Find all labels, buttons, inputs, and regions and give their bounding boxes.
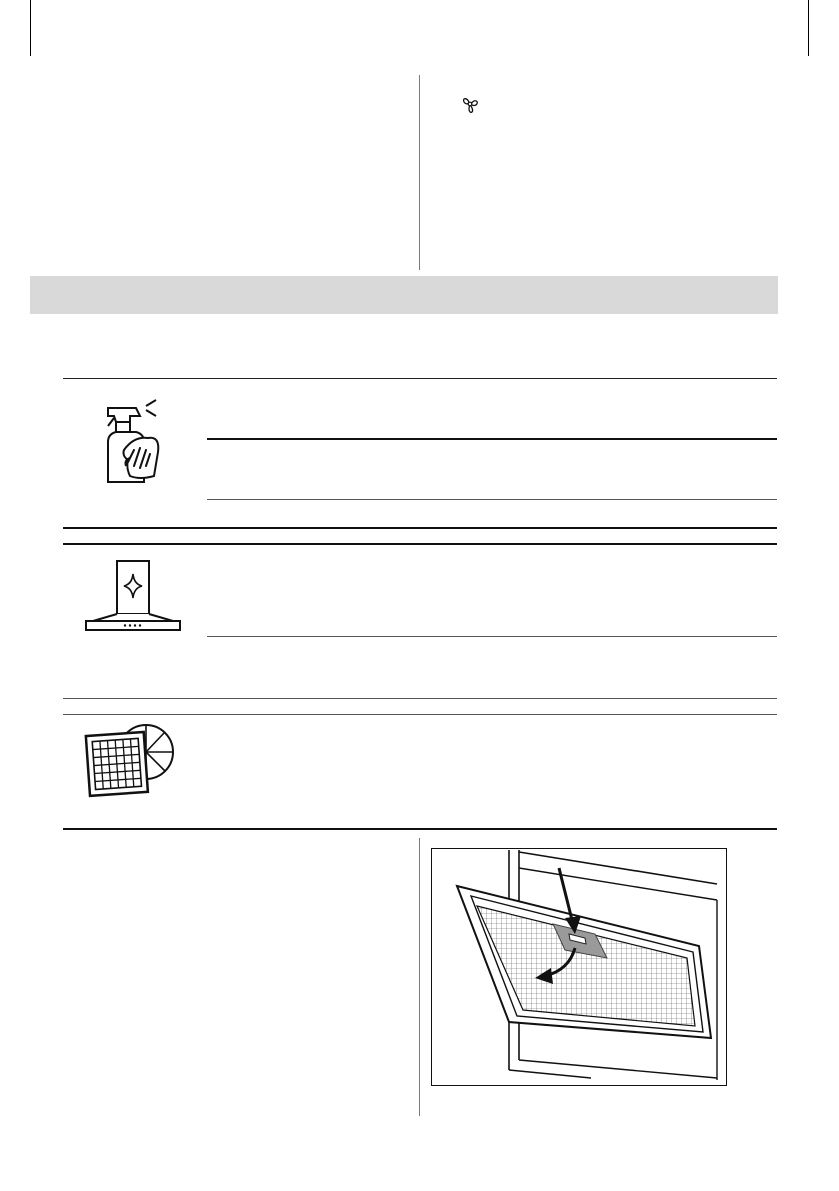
filter-removal-illustration (431, 848, 727, 1086)
table-inner-rule (207, 499, 777, 500)
table-inner-rule (207, 636, 777, 637)
table-rule (63, 527, 777, 529)
grease-filter-icon (82, 722, 178, 802)
crop-mark-left (30, 0, 31, 56)
table-rule (63, 714, 777, 715)
table-rule (63, 698, 777, 699)
table-inner-rule (207, 438, 777, 440)
column-divider-top (419, 75, 420, 270)
fan-icon (459, 95, 481, 115)
table-rule (63, 828, 777, 830)
column-divider-bottom (419, 838, 420, 1116)
spray-cleaning-icon (100, 396, 172, 488)
table-rule (63, 378, 777, 379)
cooker-hood-clean-icon (85, 560, 181, 632)
crop-mark-right (808, 0, 809, 56)
table-rule (63, 543, 777, 545)
section-heading-band (30, 276, 778, 314)
